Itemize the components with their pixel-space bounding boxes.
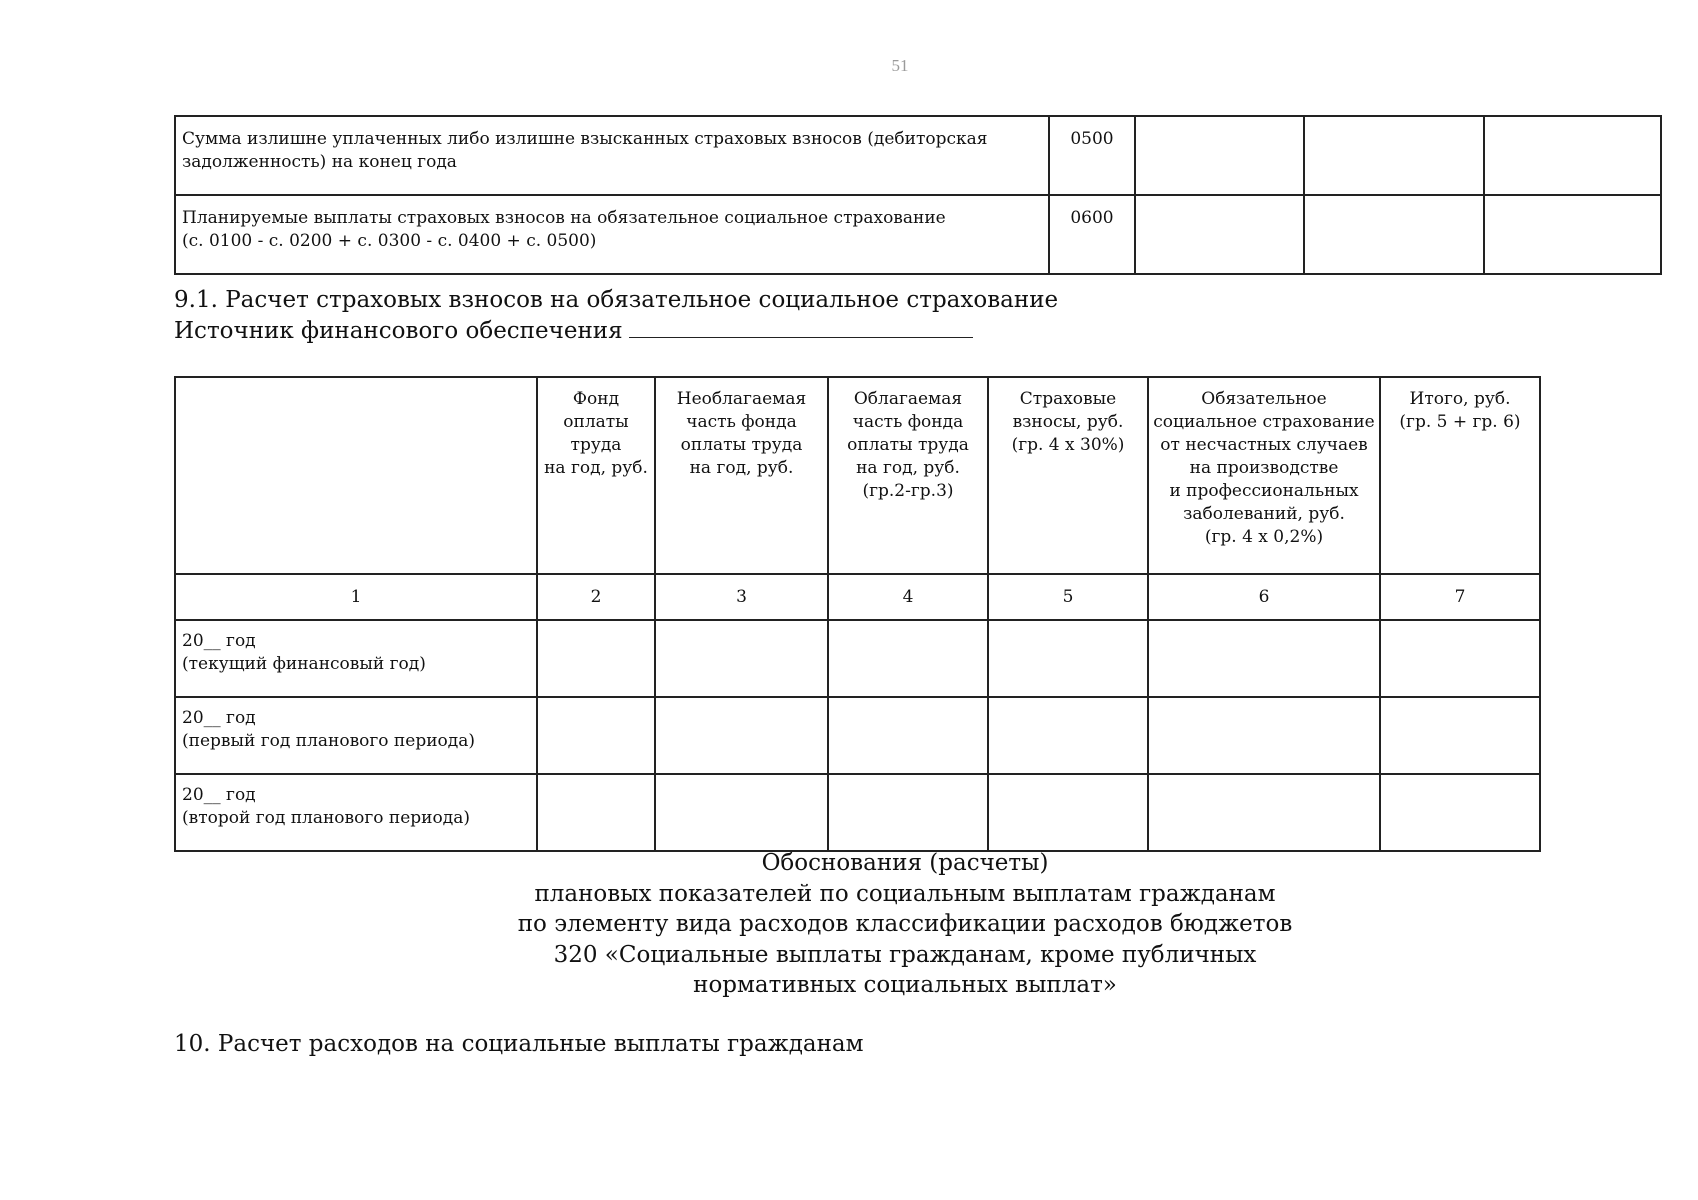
- year-label: 20__ год: [182, 708, 256, 728]
- header-line: Облагаемая: [853, 389, 963, 409]
- empty-cell: [1304, 195, 1484, 274]
- section-91-title: 9.1. Расчет страховых взносов на обязательное социальное страхование: [174, 287, 1059, 313]
- header-line: Обязательное: [1201, 389, 1327, 409]
- insurance-calculation-table: [174, 376, 1541, 852]
- table-row: [175, 697, 1540, 774]
- empty-cell: [1380, 697, 1540, 774]
- row-description: [175, 116, 1049, 195]
- empty-cell: [537, 620, 655, 697]
- justification-line: 320 «Социальные выплаты гражданам, кроме публичных: [553, 941, 1257, 968]
- empty-cell: [655, 620, 828, 697]
- year-label-cell: [175, 774, 537, 851]
- top-table: [174, 115, 1662, 275]
- column-number: 3: [655, 574, 828, 620]
- header-line: заболеваний, руб.: [1183, 504, 1345, 524]
- justification-line: нормативных социальных выплат»: [693, 972, 1117, 998]
- empty-cell: [1135, 195, 1304, 274]
- empty-cell: [655, 774, 828, 851]
- row-code: 0600: [1049, 195, 1135, 274]
- header-line: Необлагаемая: [676, 389, 807, 409]
- header-line: оплаты труда: [680, 435, 803, 455]
- column-number: 6: [1148, 574, 1380, 620]
- empty-cell: [828, 620, 988, 697]
- header-line: (гр.2-гр.3): [862, 481, 954, 501]
- header-line: (гр. 5 + гр. 6): [1399, 412, 1521, 432]
- column-number: 1: [175, 574, 537, 620]
- column-numbers-row: [175, 574, 1540, 620]
- column-number: 2: [537, 574, 655, 620]
- header-line: социальное страхование: [1153, 412, 1375, 432]
- empty-cell: [1380, 774, 1540, 851]
- header-line: Фонд: [572, 389, 620, 409]
- header-line: на производстве: [1189, 458, 1339, 478]
- year-note: (текущий финансовый год): [182, 654, 426, 674]
- year-note: (второй год планового периода): [182, 808, 470, 828]
- empty-cell: [1148, 774, 1380, 851]
- column-header: [1380, 377, 1540, 574]
- header-line: часть фонда: [852, 412, 964, 432]
- empty-cell: [1380, 620, 1540, 697]
- empty-cell: [1484, 116, 1661, 195]
- row-description-line: (с. 0100 - с. 0200 + с. 0300 - с. 0400 + с. 0500): [182, 231, 597, 251]
- empty-cell: [537, 697, 655, 774]
- funding-source-line: [174, 316, 973, 347]
- header-line: труда: [570, 435, 622, 455]
- table-row: [175, 620, 1540, 697]
- header-line: на год, руб.: [689, 458, 794, 478]
- empty-cell: [828, 697, 988, 774]
- funding-source-blank: [629, 317, 973, 338]
- column-number: 4: [828, 574, 988, 620]
- empty-cell: [1148, 697, 1380, 774]
- empty-cell: [988, 697, 1148, 774]
- year-note: (первый год планового периода): [182, 731, 476, 751]
- table-header-row: [175, 377, 1540, 574]
- header-line: взносы, руб.: [1012, 412, 1124, 432]
- header-line: (гр. 4 x 0,2%): [1204, 527, 1324, 547]
- row-description: [175, 195, 1049, 274]
- header-line: оплаты труда: [847, 435, 969, 455]
- header-line: Итого, руб.: [1409, 389, 1511, 409]
- column-header: [828, 377, 988, 574]
- row-description-line: Сумма излишне уплаченных либо излишне взысканных страховых взносов (дебиторская: [182, 129, 988, 149]
- year-label: 20__ год: [182, 785, 256, 805]
- column-header: [988, 377, 1148, 574]
- justification-line: по элементу вида расходов классификации расходов бюджетов: [517, 911, 1293, 937]
- column-number: 7: [1380, 574, 1540, 620]
- empty-cell: [655, 697, 828, 774]
- year-label-cell: [175, 697, 537, 774]
- empty-cell: [1484, 195, 1661, 274]
- header-line: и профессиональных: [1169, 481, 1359, 501]
- header-line: (гр. 4 x 30%): [1011, 435, 1125, 455]
- table-row: [175, 774, 1540, 851]
- empty-cell: [1148, 620, 1380, 697]
- empty-cell: [988, 620, 1148, 697]
- header-line: Страховые: [1019, 389, 1117, 409]
- header-line: на год, руб.: [856, 458, 960, 478]
- column-header: [175, 377, 537, 574]
- empty-cell: [988, 774, 1148, 851]
- page-number: 51: [891, 56, 909, 75]
- row-code: 0500: [1049, 116, 1135, 195]
- table-row: [175, 195, 1661, 274]
- year-label-cell: [175, 620, 537, 697]
- empty-cell: [828, 774, 988, 851]
- column-number: 5: [988, 574, 1148, 620]
- justification-line: Обоснования (расчеты): [761, 850, 1049, 876]
- justification-heading: [0, 848, 1698, 1001]
- header-line: от несчастных случаев: [1160, 435, 1368, 455]
- header-line: оплаты: [563, 412, 629, 432]
- table-row: [175, 116, 1661, 195]
- column-header: [655, 377, 828, 574]
- empty-cell: [537, 774, 655, 851]
- column-header: [1148, 377, 1380, 574]
- row-description-line: Планируемые выплаты страховых взносов на обязательное социальное страхование: [182, 208, 946, 228]
- year-label: 20__ год: [182, 631, 256, 651]
- section-10-title: 10. Расчет расходов на социальные выплаты гражданам: [174, 1031, 864, 1057]
- header-line: на год, руб.: [544, 458, 648, 478]
- empty-cell: [1135, 116, 1304, 195]
- header-line: часть фонда: [686, 412, 797, 432]
- justification-line: плановых показателей по социальным выплатам гражданам: [534, 880, 1276, 907]
- column-header: [537, 377, 655, 574]
- funding-source-label: Источник финансового обеспечения: [174, 318, 623, 344]
- row-description-line: задолженность) на конец года: [182, 152, 457, 172]
- empty-cell: [1304, 116, 1484, 195]
